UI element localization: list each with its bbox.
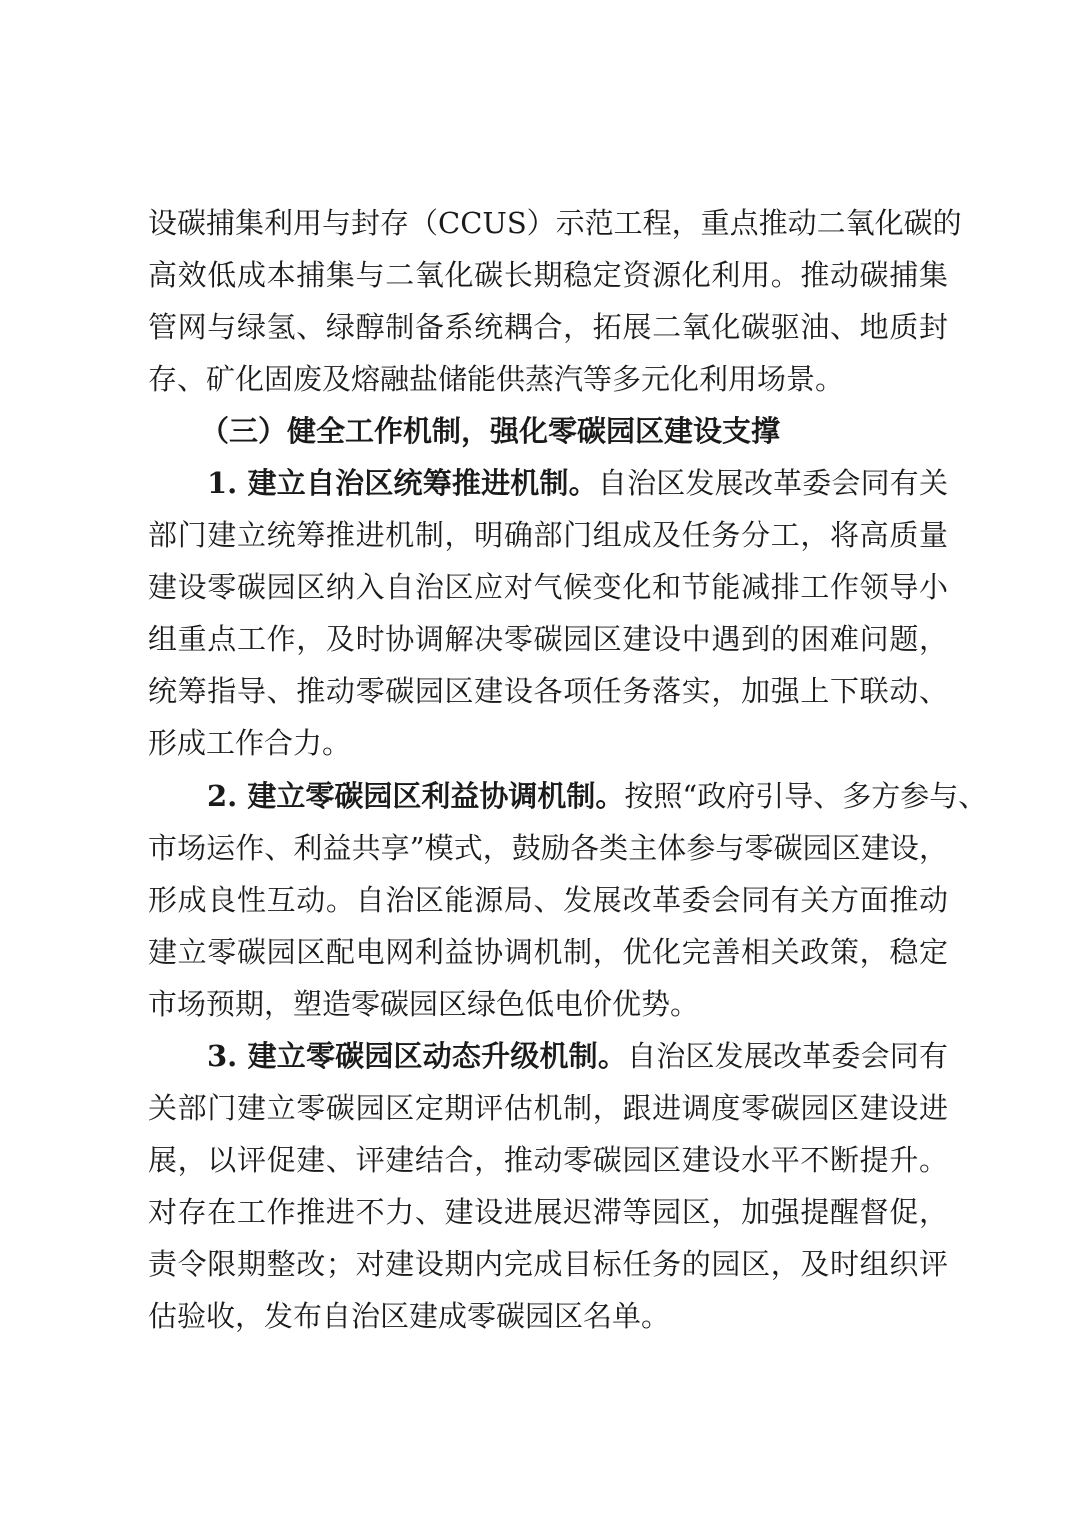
body-text-line: 市场预期，塑造零碳园区绿色低电价优势。 (148, 987, 700, 1021)
section-heading: （三）健全工作机制，强化零碳园区建设支撑 (200, 414, 781, 448)
body-text-line: 存、矿化固废及熔融盐储能供蒸汽等多元化利用场景。 (148, 362, 845, 396)
body-text-line: 展，以评促建、评建结合，推动零碳园区建设水平不断提升。 (148, 1143, 948, 1177)
body-text-line: 关部门建立零碳园区定期评估机制，跟进调度零碳园区建设进 (148, 1091, 948, 1125)
body-text-line: 组重点工作，及时协调解决零碳园区建设中遇到的困难问题， (148, 622, 948, 656)
body-text-line: 形成良性互动。自治区能源局、发展改革委会同有关方面推动 (148, 883, 948, 917)
body-text: 按照“政府引导、多方参与、 (624, 779, 988, 813)
body-text: 自治区发展改革委会同有关 (597, 466, 948, 500)
body-text-line: 建设零碳园区纳入自治区应对气候变化和节能减排工作领导小 (148, 570, 948, 604)
body-text-line: 对存在工作推进不力、建设进展迟滞等园区，加强提醒督促， (148, 1195, 948, 1229)
body-text: 自治区发展改革委会同有 (627, 1039, 948, 1073)
body-text-line: 市场运作、利益共享”模式，鼓励各类主体参与零碳园区建设， (148, 831, 948, 865)
paragraph-first-line (207, 776, 988, 816)
body-text-line: 统筹指导、推动零碳园区建设各项任务落实，加强上下联动、 (148, 674, 948, 708)
item-title: 2. 建立零碳园区利益协调机制。 (207, 779, 625, 813)
item-title: 1. 建立自治区统筹推进机制。 (207, 466, 598, 500)
body-text-line: 部门建立统筹推进机制，明确部门组成及任务分工，将高质量 (148, 518, 948, 552)
body-text-line: 形成工作合力。 (148, 726, 352, 760)
paragraph-first-line (207, 1036, 948, 1076)
body-text-line: 管网与绿氢、绿醇制备系统耦合，拓展二氧化碳驱油、地质封 (148, 310, 948, 344)
body-text-line: 高效低成本捕集与二氧化碳长期稳定资源化利用。推动碳捕集 (148, 258, 948, 292)
item-title: 3. 建立零碳园区动态升级机制。 (207, 1039, 628, 1073)
body-text-line: 责令限期整改；对建设期内完成目标任务的园区，及时组织评 (148, 1247, 948, 1281)
body-text-line: 设碳捕集利用与封存（CCUS）示范工程，重点推动二氧化碳的 (148, 206, 962, 240)
body-text-line: 估验收，发布自治区建成零碳园区名单。 (148, 1299, 671, 1333)
body-text-line: 建立零碳园区配电网利益协调机制，优化完善相关政策，稳定 (148, 935, 948, 969)
paragraph-first-line (207, 463, 948, 503)
